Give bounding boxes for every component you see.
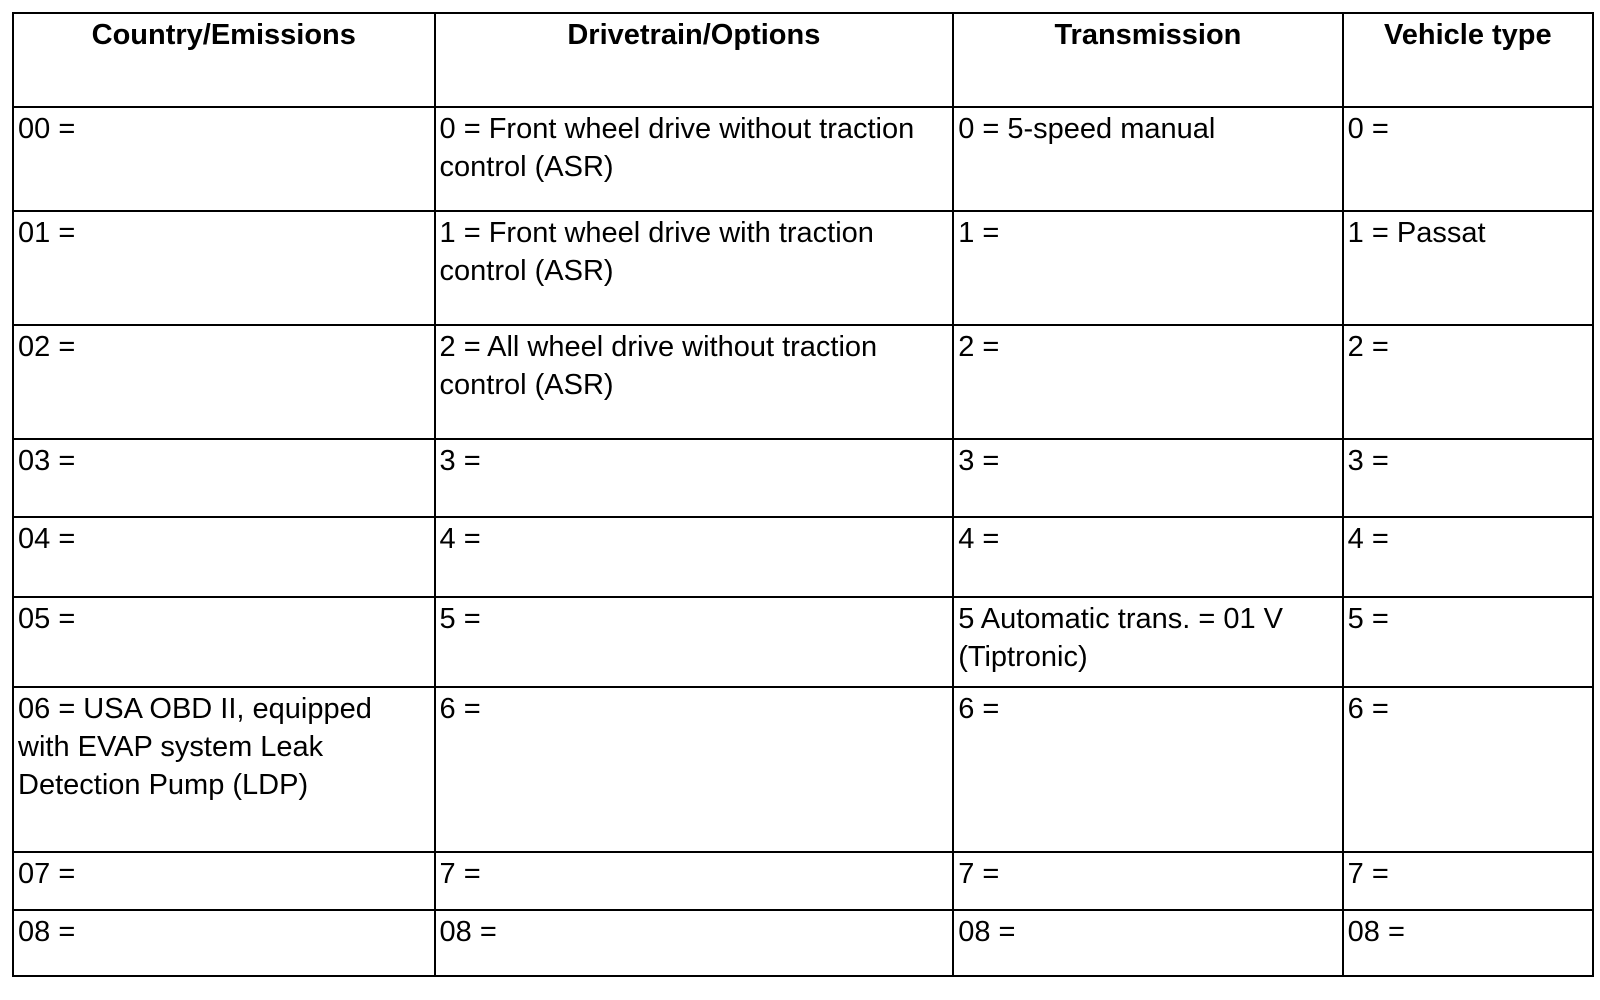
table-row (13, 107, 1593, 211)
header-transmission: Transmission (953, 13, 1342, 107)
cell-country-emissions: 01 = (13, 211, 435, 325)
cell-drivetrain-options: 3 = (435, 439, 954, 517)
cell-transmission: 08 = (953, 910, 1342, 976)
header-vehicle-type: Vehicle type (1343, 13, 1593, 107)
cell-transmission: 5 Automatic trans. = 01 V (Tiptronic) (953, 597, 1342, 687)
cell-transmission: 0 = 5-speed manual (953, 107, 1342, 211)
cell-transmission: 4 = (953, 517, 1342, 597)
cell-drivetrain-options: 4 = (435, 517, 954, 597)
cell-transmission: 2 = (953, 325, 1342, 439)
cell-drivetrain-options: 7 = (435, 852, 954, 910)
cell-vehicle-type: 7 = (1343, 852, 1593, 910)
cell-country-emissions: 03 = (13, 439, 435, 517)
cell-drivetrain-options: 1 = Front wheel drive with traction control (ASR) (435, 211, 954, 325)
cell-country-emissions: 08 = (13, 910, 435, 976)
cell-country-emissions: 02 = (13, 325, 435, 439)
cell-transmission: 6 = (953, 687, 1342, 852)
table-row (13, 910, 1593, 976)
header-country-emissions: Country/Emissions (13, 13, 435, 107)
cell-vehicle-type: 3 = (1343, 439, 1593, 517)
cell-drivetrain-options: 6 = (435, 687, 954, 852)
cell-drivetrain-options: 0 = Front wheel drive without traction control (ASR) (435, 107, 954, 211)
cell-vehicle-type: 2 = (1343, 325, 1593, 439)
table-row (13, 597, 1593, 687)
cell-vehicle-type: 4 = (1343, 517, 1593, 597)
table-row (13, 211, 1593, 325)
cell-vehicle-type: 08 = (1343, 910, 1593, 976)
cell-vehicle-type: 5 = (1343, 597, 1593, 687)
cell-country-emissions: 05 = (13, 597, 435, 687)
cell-drivetrain-options: 2 = All wheel drive without traction control (ASR) (435, 325, 954, 439)
cell-country-emissions: 04 = (13, 517, 435, 597)
cell-vehicle-type: 6 = (1343, 687, 1593, 852)
cell-drivetrain-options: 5 = (435, 597, 954, 687)
cell-transmission: 7 = (953, 852, 1342, 910)
table-row (13, 325, 1593, 439)
cell-drivetrain-options: 08 = (435, 910, 954, 976)
cell-transmission: 3 = (953, 439, 1342, 517)
coding-table (12, 12, 1594, 977)
cell-country-emissions: 00 = (13, 107, 435, 211)
cell-vehicle-type: 0 = (1343, 107, 1593, 211)
cell-vehicle-type: 1 = Passat (1343, 211, 1593, 325)
table-row (13, 439, 1593, 517)
cell-transmission: 1 = (953, 211, 1342, 325)
header-row (13, 13, 1593, 107)
cell-country-emissions: 06 = USA OBD II, equipped with EVAP system Leak Detection Pump (LDP) (13, 687, 435, 852)
header-drivetrain-options: Drivetrain/Options (435, 13, 954, 107)
table-row (13, 517, 1593, 597)
cell-country-emissions: 07 = (13, 852, 435, 910)
table-row (13, 687, 1593, 852)
table-row (13, 852, 1593, 910)
